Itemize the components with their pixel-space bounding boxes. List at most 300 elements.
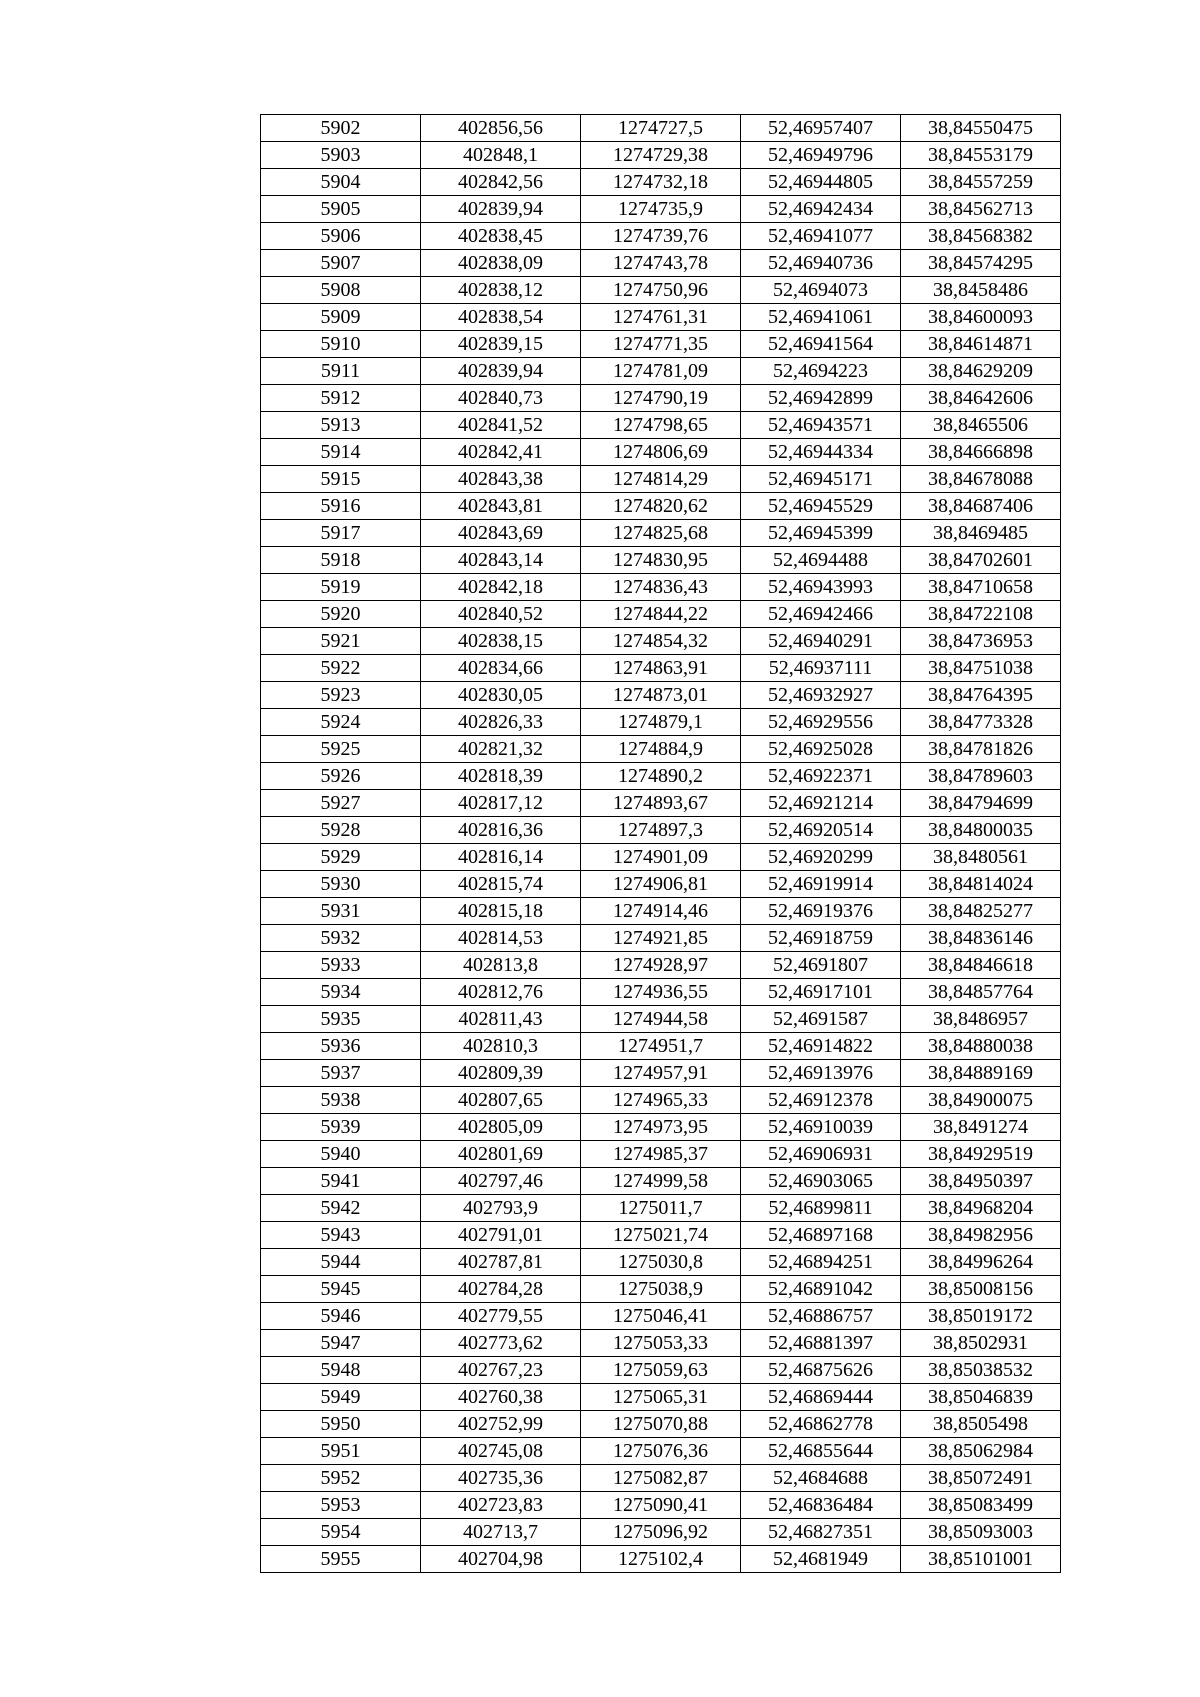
longitude-cell: 38,84568382 — [901, 223, 1061, 250]
longitude-cell: 38,84736953 — [901, 628, 1061, 655]
latitude-cell: 52,46943993 — [741, 574, 901, 601]
table-row — [261, 682, 1061, 709]
latitude-cell: 52,46942899 — [741, 385, 901, 412]
latitude-cell: 52,46917101 — [741, 979, 901, 1006]
y-coordinate-cell: 1274732,18 — [581, 169, 741, 196]
x-coordinate-cell: 402807,65 — [421, 1087, 581, 1114]
table-row — [261, 520, 1061, 547]
longitude-cell: 38,8465506 — [901, 412, 1061, 439]
x-coordinate-cell: 402773,62 — [421, 1330, 581, 1357]
y-coordinate-cell: 1275021,74 — [581, 1222, 741, 1249]
point-number-cell: 5904 — [261, 169, 421, 196]
point-number-cell: 5905 — [261, 196, 421, 223]
y-coordinate-cell: 1275076,36 — [581, 1438, 741, 1465]
x-coordinate-cell: 402821,32 — [421, 736, 581, 763]
x-coordinate-cell: 402817,12 — [421, 790, 581, 817]
x-coordinate-cell: 402760,38 — [421, 1384, 581, 1411]
y-coordinate-cell: 1274921,85 — [581, 925, 741, 952]
table-row — [261, 1438, 1061, 1465]
latitude-cell: 52,4694073 — [741, 277, 901, 304]
table-row — [261, 358, 1061, 385]
y-coordinate-cell: 1274729,38 — [581, 142, 741, 169]
latitude-cell: 52,46899811 — [741, 1195, 901, 1222]
latitude-cell: 52,46903065 — [741, 1168, 901, 1195]
y-coordinate-cell: 1274781,09 — [581, 358, 741, 385]
point-number-cell: 5941 — [261, 1168, 421, 1195]
table-row — [261, 142, 1061, 169]
longitude-cell: 38,84968204 — [901, 1195, 1061, 1222]
point-number-cell: 5943 — [261, 1222, 421, 1249]
latitude-cell: 52,46937111 — [741, 655, 901, 682]
y-coordinate-cell: 1274985,37 — [581, 1141, 741, 1168]
x-coordinate-cell: 402767,23 — [421, 1357, 581, 1384]
table-row — [261, 709, 1061, 736]
latitude-cell: 52,46920514 — [741, 817, 901, 844]
y-coordinate-cell: 1275046,41 — [581, 1303, 741, 1330]
y-coordinate-cell: 1274973,95 — [581, 1114, 741, 1141]
longitude-cell: 38,84629209 — [901, 358, 1061, 385]
point-number-cell: 5921 — [261, 628, 421, 655]
x-coordinate-cell: 402793,9 — [421, 1195, 581, 1222]
latitude-cell: 52,46862778 — [741, 1411, 901, 1438]
x-coordinate-cell: 402813,8 — [421, 952, 581, 979]
y-coordinate-cell: 1274901,09 — [581, 844, 741, 871]
longitude-cell: 38,84900075 — [901, 1087, 1061, 1114]
point-number-cell: 5906 — [261, 223, 421, 250]
latitude-cell: 52,46914822 — [741, 1033, 901, 1060]
y-coordinate-cell: 1274884,9 — [581, 736, 741, 763]
latitude-cell: 52,46957407 — [741, 115, 901, 142]
point-number-cell: 5902 — [261, 115, 421, 142]
longitude-cell: 38,84982956 — [901, 1222, 1061, 1249]
x-coordinate-cell: 402810,3 — [421, 1033, 581, 1060]
x-coordinate-cell: 402811,43 — [421, 1006, 581, 1033]
latitude-cell: 52,46945529 — [741, 493, 901, 520]
x-coordinate-cell: 402842,56 — [421, 169, 581, 196]
table-row — [261, 844, 1061, 871]
point-number-cell: 5917 — [261, 520, 421, 547]
latitude-cell: 52,46942434 — [741, 196, 901, 223]
table-row — [261, 1195, 1061, 1222]
x-coordinate-cell: 402838,09 — [421, 250, 581, 277]
table-row — [261, 763, 1061, 790]
latitude-cell: 52,46949796 — [741, 142, 901, 169]
table-row — [261, 304, 1061, 331]
latitude-cell: 52,46921214 — [741, 790, 901, 817]
coordinates-table-body — [261, 115, 1061, 1573]
point-number-cell: 5932 — [261, 925, 421, 952]
y-coordinate-cell: 1274727,5 — [581, 115, 741, 142]
point-number-cell: 5922 — [261, 655, 421, 682]
point-number-cell: 5924 — [261, 709, 421, 736]
table-row — [261, 1357, 1061, 1384]
x-coordinate-cell: 402848,1 — [421, 142, 581, 169]
x-coordinate-cell: 402816,36 — [421, 817, 581, 844]
point-number-cell: 5907 — [261, 250, 421, 277]
point-number-cell: 5919 — [261, 574, 421, 601]
y-coordinate-cell: 1274854,32 — [581, 628, 741, 655]
point-number-cell: 5947 — [261, 1330, 421, 1357]
point-number-cell: 5935 — [261, 1006, 421, 1033]
latitude-cell: 52,46906931 — [741, 1141, 901, 1168]
table-row — [261, 925, 1061, 952]
point-number-cell: 5913 — [261, 412, 421, 439]
table-row — [261, 601, 1061, 628]
point-number-cell: 5927 — [261, 790, 421, 817]
longitude-cell: 38,84614871 — [901, 331, 1061, 358]
x-coordinate-cell: 402838,15 — [421, 628, 581, 655]
y-coordinate-cell: 1274928,97 — [581, 952, 741, 979]
latitude-cell: 52,46925028 — [741, 736, 901, 763]
table-row — [261, 736, 1061, 763]
x-coordinate-cell: 402843,14 — [421, 547, 581, 574]
longitude-cell: 38,85019172 — [901, 1303, 1061, 1330]
table-row — [261, 817, 1061, 844]
longitude-cell: 38,8502931 — [901, 1330, 1061, 1357]
y-coordinate-cell: 1274825,68 — [581, 520, 741, 547]
table-row — [261, 952, 1061, 979]
point-number-cell: 5926 — [261, 763, 421, 790]
x-coordinate-cell: 402779,55 — [421, 1303, 581, 1330]
y-coordinate-cell: 1275065,31 — [581, 1384, 741, 1411]
table-row — [261, 115, 1061, 142]
x-coordinate-cell: 402843,69 — [421, 520, 581, 547]
table-row — [261, 1276, 1061, 1303]
table-row — [261, 628, 1061, 655]
point-number-cell: 5948 — [261, 1357, 421, 1384]
longitude-cell: 38,84678088 — [901, 466, 1061, 493]
y-coordinate-cell: 1274863,91 — [581, 655, 741, 682]
latitude-cell: 52,46910039 — [741, 1114, 901, 1141]
y-coordinate-cell: 1274806,69 — [581, 439, 741, 466]
point-number-cell: 5931 — [261, 898, 421, 925]
y-coordinate-cell: 1274844,22 — [581, 601, 741, 628]
table-row — [261, 1546, 1061, 1573]
table-row — [261, 898, 1061, 925]
x-coordinate-cell: 402752,99 — [421, 1411, 581, 1438]
longitude-cell: 38,84702601 — [901, 547, 1061, 574]
x-coordinate-cell: 402745,08 — [421, 1438, 581, 1465]
point-number-cell: 5940 — [261, 1141, 421, 1168]
table-row — [261, 169, 1061, 196]
latitude-cell: 52,46919914 — [741, 871, 901, 898]
point-number-cell: 5923 — [261, 682, 421, 709]
latitude-cell: 52,46918759 — [741, 925, 901, 952]
y-coordinate-cell: 1275082,87 — [581, 1465, 741, 1492]
x-coordinate-cell: 402704,98 — [421, 1546, 581, 1573]
latitude-cell: 52,46913976 — [741, 1060, 901, 1087]
table-row — [261, 1465, 1061, 1492]
latitude-cell: 52,46932927 — [741, 682, 901, 709]
x-coordinate-cell: 402814,53 — [421, 925, 581, 952]
table-row — [261, 439, 1061, 466]
y-coordinate-cell: 1274750,96 — [581, 277, 741, 304]
y-coordinate-cell: 1275070,88 — [581, 1411, 741, 1438]
point-number-cell: 5929 — [261, 844, 421, 871]
longitude-cell: 38,84764395 — [901, 682, 1061, 709]
x-coordinate-cell: 402839,15 — [421, 331, 581, 358]
point-number-cell: 5942 — [261, 1195, 421, 1222]
table-row — [261, 1411, 1061, 1438]
longitude-cell: 38,84550475 — [901, 115, 1061, 142]
longitude-cell: 38,84600093 — [901, 304, 1061, 331]
latitude-cell: 52,46897168 — [741, 1222, 901, 1249]
latitude-cell: 52,46912378 — [741, 1087, 901, 1114]
longitude-cell: 38,84687406 — [901, 493, 1061, 520]
y-coordinate-cell: 1275096,92 — [581, 1519, 741, 1546]
x-coordinate-cell: 402809,39 — [421, 1060, 581, 1087]
y-coordinate-cell: 1274790,19 — [581, 385, 741, 412]
table-row — [261, 1384, 1061, 1411]
latitude-cell: 52,46940736 — [741, 250, 901, 277]
y-coordinate-cell: 1275030,8 — [581, 1249, 741, 1276]
table-row — [261, 250, 1061, 277]
y-coordinate-cell: 1274873,01 — [581, 682, 741, 709]
point-number-cell: 5910 — [261, 331, 421, 358]
longitude-cell: 38,84996264 — [901, 1249, 1061, 1276]
longitude-cell: 38,84773328 — [901, 709, 1061, 736]
latitude-cell: 52,46875626 — [741, 1357, 901, 1384]
table-row — [261, 1006, 1061, 1033]
x-coordinate-cell: 402834,66 — [421, 655, 581, 682]
latitude-cell: 52,46919376 — [741, 898, 901, 925]
x-coordinate-cell: 402840,73 — [421, 385, 581, 412]
x-coordinate-cell: 402842,41 — [421, 439, 581, 466]
longitude-cell: 38,8491274 — [901, 1114, 1061, 1141]
point-number-cell: 5955 — [261, 1546, 421, 1573]
x-coordinate-cell: 402826,33 — [421, 709, 581, 736]
latitude-cell: 52,46945399 — [741, 520, 901, 547]
table-row — [261, 223, 1061, 250]
y-coordinate-cell: 1274830,95 — [581, 547, 741, 574]
latitude-cell: 52,46941077 — [741, 223, 901, 250]
table-row — [261, 979, 1061, 1006]
longitude-cell: 38,84950397 — [901, 1168, 1061, 1195]
longitude-cell: 38,84929519 — [901, 1141, 1061, 1168]
table-row — [261, 1168, 1061, 1195]
table-row — [261, 574, 1061, 601]
point-number-cell: 5912 — [261, 385, 421, 412]
longitude-cell: 38,84800035 — [901, 817, 1061, 844]
latitude-cell: 52,4691807 — [741, 952, 901, 979]
point-number-cell: 5914 — [261, 439, 421, 466]
point-number-cell: 5937 — [261, 1060, 421, 1087]
y-coordinate-cell: 1275038,9 — [581, 1276, 741, 1303]
longitude-cell: 38,84880038 — [901, 1033, 1061, 1060]
y-coordinate-cell: 1274743,78 — [581, 250, 741, 277]
longitude-cell: 38,85083499 — [901, 1492, 1061, 1519]
longitude-cell: 38,84710658 — [901, 574, 1061, 601]
y-coordinate-cell: 1274906,81 — [581, 871, 741, 898]
x-coordinate-cell: 402842,18 — [421, 574, 581, 601]
point-number-cell: 5953 — [261, 1492, 421, 1519]
point-number-cell: 5933 — [261, 952, 421, 979]
table-row — [261, 466, 1061, 493]
latitude-cell: 52,46886757 — [741, 1303, 901, 1330]
x-coordinate-cell: 402812,76 — [421, 979, 581, 1006]
x-coordinate-cell: 402735,36 — [421, 1465, 581, 1492]
longitude-cell: 38,85101001 — [901, 1546, 1061, 1573]
x-coordinate-cell: 402839,94 — [421, 358, 581, 385]
point-number-cell: 5939 — [261, 1114, 421, 1141]
longitude-cell: 38,84789603 — [901, 763, 1061, 790]
table-row — [261, 1330, 1061, 1357]
y-coordinate-cell: 1275011,7 — [581, 1195, 741, 1222]
point-number-cell: 5944 — [261, 1249, 421, 1276]
longitude-cell: 38,8486957 — [901, 1006, 1061, 1033]
point-number-cell: 5915 — [261, 466, 421, 493]
latitude-cell: 52,46920299 — [741, 844, 901, 871]
latitude-cell: 52,46929556 — [741, 709, 901, 736]
longitude-cell: 38,84857764 — [901, 979, 1061, 1006]
y-coordinate-cell: 1274893,67 — [581, 790, 741, 817]
longitude-cell: 38,85038532 — [901, 1357, 1061, 1384]
latitude-cell: 52,4694223 — [741, 358, 901, 385]
point-number-cell: 5936 — [261, 1033, 421, 1060]
longitude-cell: 38,84889169 — [901, 1060, 1061, 1087]
latitude-cell: 52,46855644 — [741, 1438, 901, 1465]
longitude-cell: 38,84557259 — [901, 169, 1061, 196]
y-coordinate-cell: 1274735,9 — [581, 196, 741, 223]
table-row — [261, 1222, 1061, 1249]
x-coordinate-cell: 402830,05 — [421, 682, 581, 709]
y-coordinate-cell: 1274957,91 — [581, 1060, 741, 1087]
longitude-cell: 38,85008156 — [901, 1276, 1061, 1303]
point-number-cell: 5925 — [261, 736, 421, 763]
table-row — [261, 1033, 1061, 1060]
y-coordinate-cell: 1275102,4 — [581, 1546, 741, 1573]
latitude-cell: 52,4681949 — [741, 1546, 901, 1573]
longitude-cell: 38,84562713 — [901, 196, 1061, 223]
table-row — [261, 493, 1061, 520]
longitude-cell: 38,84794699 — [901, 790, 1061, 817]
table-row — [261, 385, 1061, 412]
longitude-cell: 38,84666898 — [901, 439, 1061, 466]
x-coordinate-cell: 402841,52 — [421, 412, 581, 439]
latitude-cell: 52,4691587 — [741, 1006, 901, 1033]
longitude-cell: 38,8458486 — [901, 277, 1061, 304]
x-coordinate-cell: 402713,7 — [421, 1519, 581, 1546]
point-number-cell: 5954 — [261, 1519, 421, 1546]
table-row — [261, 1519, 1061, 1546]
point-number-cell: 5949 — [261, 1384, 421, 1411]
point-number-cell: 5951 — [261, 1438, 421, 1465]
longitude-cell: 38,84722108 — [901, 601, 1061, 628]
y-coordinate-cell: 1274761,31 — [581, 304, 741, 331]
longitude-cell: 38,84781826 — [901, 736, 1061, 763]
point-number-cell: 5945 — [261, 1276, 421, 1303]
point-number-cell: 5911 — [261, 358, 421, 385]
point-number-cell: 5903 — [261, 142, 421, 169]
x-coordinate-cell: 402723,83 — [421, 1492, 581, 1519]
longitude-cell: 38,85062984 — [901, 1438, 1061, 1465]
x-coordinate-cell: 402818,39 — [421, 763, 581, 790]
latitude-cell: 52,4684688 — [741, 1465, 901, 1492]
x-coordinate-cell: 402801,69 — [421, 1141, 581, 1168]
y-coordinate-cell: 1274999,58 — [581, 1168, 741, 1195]
latitude-cell: 52,46944334 — [741, 439, 901, 466]
x-coordinate-cell: 402816,14 — [421, 844, 581, 871]
point-number-cell: 5950 — [261, 1411, 421, 1438]
x-coordinate-cell: 402843,38 — [421, 466, 581, 493]
coordinates-table — [260, 114, 1061, 1573]
longitude-cell: 38,85093003 — [901, 1519, 1061, 1546]
latitude-cell: 52,46941564 — [741, 331, 901, 358]
latitude-cell: 52,46836484 — [741, 1492, 901, 1519]
x-coordinate-cell: 402839,94 — [421, 196, 581, 223]
longitude-cell: 38,84553179 — [901, 142, 1061, 169]
longitude-cell: 38,85046839 — [901, 1384, 1061, 1411]
table-row — [261, 196, 1061, 223]
table-row — [261, 871, 1061, 898]
point-number-cell: 5909 — [261, 304, 421, 331]
x-coordinate-cell: 402840,52 — [421, 601, 581, 628]
table-row — [261, 1087, 1061, 1114]
table-row — [261, 1249, 1061, 1276]
longitude-cell: 38,84836146 — [901, 925, 1061, 952]
longitude-cell: 38,8469485 — [901, 520, 1061, 547]
y-coordinate-cell: 1274739,76 — [581, 223, 741, 250]
point-number-cell: 5918 — [261, 547, 421, 574]
table-row — [261, 1141, 1061, 1168]
point-number-cell: 5938 — [261, 1087, 421, 1114]
longitude-cell: 38,8505498 — [901, 1411, 1061, 1438]
latitude-cell: 52,46827351 — [741, 1519, 901, 1546]
x-coordinate-cell: 402843,81 — [421, 493, 581, 520]
x-coordinate-cell: 402838,54 — [421, 304, 581, 331]
point-number-cell: 5928 — [261, 817, 421, 844]
y-coordinate-cell: 1274798,65 — [581, 412, 741, 439]
latitude-cell: 52,46869444 — [741, 1384, 901, 1411]
latitude-cell: 52,46894251 — [741, 1249, 901, 1276]
longitude-cell: 38,84814024 — [901, 871, 1061, 898]
y-coordinate-cell: 1274879,1 — [581, 709, 741, 736]
point-number-cell: 5946 — [261, 1303, 421, 1330]
y-coordinate-cell: 1275053,33 — [581, 1330, 741, 1357]
latitude-cell: 52,46943571 — [741, 412, 901, 439]
table-row — [261, 1303, 1061, 1330]
latitude-cell: 52,46891042 — [741, 1276, 901, 1303]
y-coordinate-cell: 1274771,35 — [581, 331, 741, 358]
latitude-cell: 52,46940291 — [741, 628, 901, 655]
x-coordinate-cell: 402838,12 — [421, 277, 581, 304]
x-coordinate-cell: 402787,81 — [421, 1249, 581, 1276]
point-number-cell: 5908 — [261, 277, 421, 304]
longitude-cell: 38,84642606 — [901, 385, 1061, 412]
table-row — [261, 277, 1061, 304]
table-row — [261, 412, 1061, 439]
longitude-cell: 38,85072491 — [901, 1465, 1061, 1492]
x-coordinate-cell: 402784,28 — [421, 1276, 581, 1303]
x-coordinate-cell: 402791,01 — [421, 1222, 581, 1249]
table-row — [261, 1492, 1061, 1519]
y-coordinate-cell: 1274944,58 — [581, 1006, 741, 1033]
latitude-cell: 52,4694488 — [741, 547, 901, 574]
point-number-cell: 5952 — [261, 1465, 421, 1492]
table-row — [261, 547, 1061, 574]
table-row — [261, 1060, 1061, 1087]
table-row — [261, 1114, 1061, 1141]
y-coordinate-cell: 1274951,7 — [581, 1033, 741, 1060]
y-coordinate-cell: 1275059,63 — [581, 1357, 741, 1384]
latitude-cell: 52,46942466 — [741, 601, 901, 628]
latitude-cell: 52,46944805 — [741, 169, 901, 196]
y-coordinate-cell: 1274890,2 — [581, 763, 741, 790]
longitude-cell: 38,8480561 — [901, 844, 1061, 871]
y-coordinate-cell: 1274820,62 — [581, 493, 741, 520]
latitude-cell: 52,46922371 — [741, 763, 901, 790]
point-number-cell: 5920 — [261, 601, 421, 628]
